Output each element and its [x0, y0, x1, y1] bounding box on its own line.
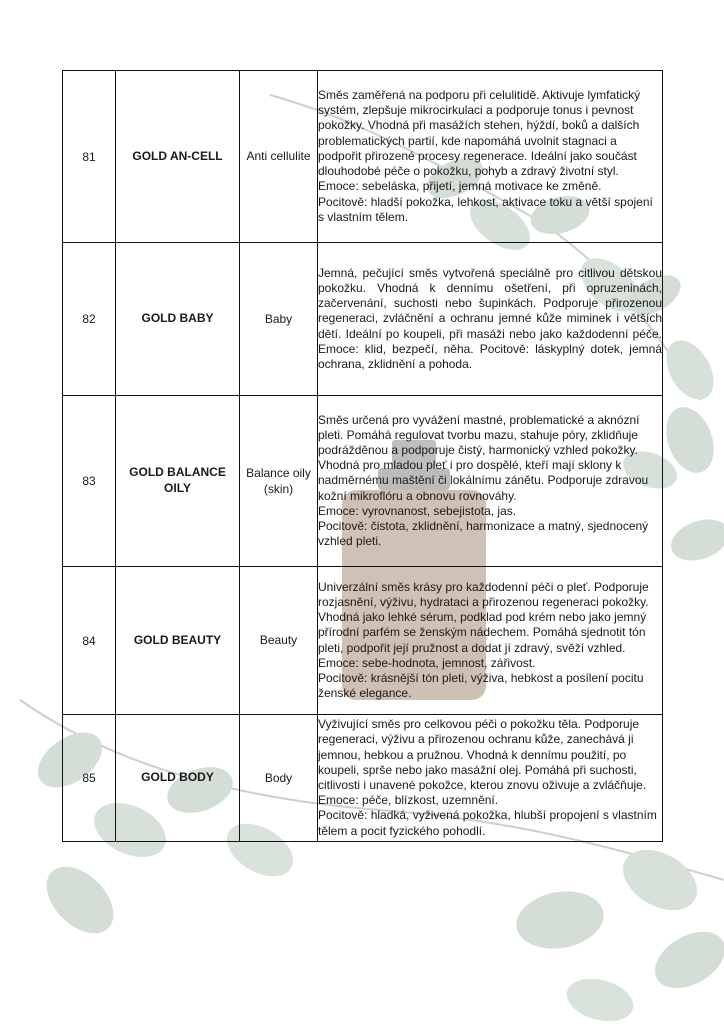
- product-emotion: Emoce: sebeláska, přijetí, jemná motivace ke změně.: [318, 179, 602, 194]
- table-row: [63, 567, 663, 715]
- product-description-cell: [318, 396, 663, 567]
- product-number: 82: [63, 243, 116, 396]
- product-name: GOLD BEAUTY: [116, 567, 240, 715]
- product-category: Beauty: [240, 567, 318, 715]
- product-feeling: Pocitově: hladká, vyživená pokožka, hlubší propojení s vlastním tělem a pocit fyzického pohodlí.: [318, 808, 657, 838]
- table-row: [63, 71, 663, 243]
- product-category: Anti cellulite: [240, 71, 318, 243]
- table-row: [63, 243, 663, 396]
- product-description: Směs určená pro vyvážení mastné, problematické a aknózní pleti. Pomáhá regulovat tvorbu mazu, stahuje póry, zklidňuje podrážděnou a podporuje čistý, harmonický vzhled pokožky. Vhodná pro mladou pleť i pro dospělé, kteří mají sklony k nadměrnému maštění či lokálnímu zánětu. Podporuje zdravou kožní mikroflóru a obnovu rovnováhy.: [318, 412, 649, 503]
- product-number: 81: [63, 71, 116, 243]
- product-description: Univerzální směs krásy pro každodenní péči o pleť. Podporuje rozjasnění, výživu, hydrataci a přirozenou regeneraci pokožky. Vhodná jako lehké sérum, podklad pod krém nebo jako jemný přírodní parfém se ženským nádechem. Pomáhá sjednotit tón pleti, podpořit její pružnost a dodat jí zdravý, svěží vzhled.: [318, 579, 649, 655]
- product-category: Body: [240, 715, 318, 842]
- product-feeling: Pocitově: hladší pokožka, lehkost, aktivace toku a větší spojení s vlastním tělem.: [318, 194, 653, 224]
- product-description-cell: [318, 567, 663, 715]
- product-category: Balance oily (skin): [240, 396, 318, 567]
- product-description: Vyživující směs pro celkovou péči o pokožku těla. Podporuje regeneraci, výživu a přirozenou ochranu kůže, zanechává ji jemnou, hebkou a pružnou. Vhodná k dennímu použití, po koupeli, sprše nebo jako masážní olej. Pomáhá při suchosti, citlivosti i unavené pokožce, kterou znovu oživuje a zvláčňuje.: [318, 717, 647, 792]
- product-emotion: Emoce: péče, blízkost, uzemnění.: [318, 793, 499, 808]
- product-description: Směs zaměřená na podporu při celulitidě. Aktivuje lymfatický systém, zlepšuje mikrocirkulaci a podporuje tonus i pevnost pokožky. Vhodná při masážích stehen, hýždí, boků a dalších problematických partií, kde napomáhá uvolnit stagnaci a podpořit přirozené procesy regenerace. Ideální jako součást dlouhodobé péče o pokožku, pohyb a zdravý životní styl.: [318, 88, 641, 179]
- product-name: GOLD BALANCE OILY: [116, 396, 240, 567]
- product-number: 83: [63, 396, 116, 567]
- product-description-cell: [318, 243, 663, 396]
- product-name: GOLD AN-CELL: [116, 71, 240, 243]
- product-description-cell: [318, 715, 663, 842]
- product-name: GOLD BODY: [116, 715, 240, 842]
- product-feeling: Pocitově: čistota, zklidnění, harmonizace a matný, sjednocený vzhled pleti.: [318, 519, 649, 549]
- product-emotion: Emoce: sebe-hodnota, jemnost, zářivost.: [318, 655, 536, 670]
- product-name: GOLD BABY: [116, 243, 240, 396]
- product-description: Jemná, pečující směs vytvořená speciálně pro citlivou dětskou pokožku. Vhodná k dennímu ošetření, při opruzeninách, začervenání, suchosti nebo šupinkách. Podporuje přirozenou regeneraci, zvláčnění a ochranu jemné kůže miminek i větších dětí. Ideální po koupeli, při masáži nebo jako každodenní péče.: [318, 265, 662, 341]
- table-row: [63, 396, 663, 567]
- table-row: [63, 715, 663, 842]
- product-number: 85: [63, 715, 116, 842]
- product-feeling: Pocitově: krásnější tón pleti, výživa, hebkost a posílení pocitu ženské elegance.: [318, 670, 644, 701]
- product-emotion: Emoce: vyrovnanost, sebejistota, jas.: [318, 503, 517, 518]
- product-emotion: Emoce: klid, bezpečí, něha.: [318, 341, 474, 356]
- product-category: Baby: [240, 243, 318, 396]
- product-feeling: Pocitově: láskyplný dotek, jemná ochrana, zklidnění a pohoda.: [318, 341, 662, 371]
- product-description-cell: [318, 71, 663, 243]
- product-table: [62, 70, 663, 842]
- product-number: 84: [63, 567, 116, 715]
